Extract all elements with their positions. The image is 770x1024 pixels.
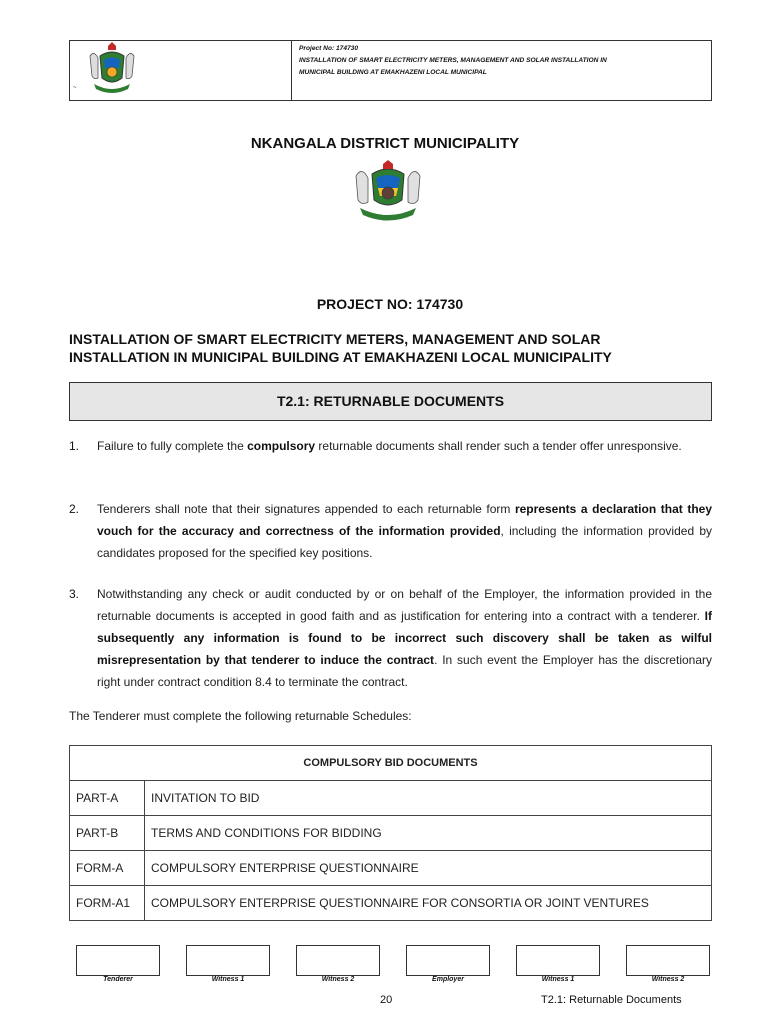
item-text xyxy=(97,498,712,564)
table-cell-title: INVITATION TO BID xyxy=(145,781,712,816)
item-text-bold: compulsory xyxy=(247,439,316,453)
signature-box-employer-witness-1[interactable] xyxy=(516,945,600,976)
signature-label: Witness 1 xyxy=(211,976,245,983)
table-row xyxy=(70,851,712,886)
header-description-line2: MUNICIPAL BUILDING AT EMAKHAZENI LOCAL MUNICIPAL xyxy=(299,69,487,76)
municipal-crest-large-icon xyxy=(346,160,430,226)
signature-label: Witness 2 xyxy=(321,976,355,983)
item-number: 1. xyxy=(69,439,80,453)
header-text xyxy=(299,43,709,79)
signature-box-tenderer[interactable] xyxy=(76,945,160,976)
document-header xyxy=(69,40,712,101)
signature-box-employer-witness-2[interactable] xyxy=(626,945,710,976)
item-text-part: , including the information provided by candidates proposed for the specified key positions. xyxy=(97,524,712,560)
signature-label: Witness 1 xyxy=(541,976,575,983)
signature-box-employer[interactable] xyxy=(406,945,490,976)
table-cell-title: COMPULSORY ENTERPRISE QUESTIONNAIRE xyxy=(145,851,712,886)
item-text-part: Notwithstanding any check or audit conducted by or on behalf of the Employer, the information provided in the returnable documents is accepted in good faith and as justification for entering into a contract with a tenderer. xyxy=(97,587,712,623)
project-subject xyxy=(69,330,714,366)
small-mark: ~ xyxy=(73,85,77,91)
table-row xyxy=(70,816,712,851)
item-text-part: Failure to fully complete the xyxy=(97,439,248,453)
item-number: 3. xyxy=(69,587,80,601)
section-banner: T2.1: RETURNABLE DOCUMENTS xyxy=(69,382,712,421)
header-logo-cell xyxy=(70,41,292,100)
compulsory-documents-table xyxy=(69,745,712,921)
item-text-bold: If subsequently any information is found to be incorrect such discovery shall be taken as wilful misrepresentation by that tenderer to induce the contract xyxy=(97,609,712,667)
list-item xyxy=(69,583,712,693)
table-cell-title: COMPULSORY ENTERPRISE QUESTIONNAIRE FOR CONSORTIA OR JOINT VENTURES xyxy=(145,886,712,921)
signature-label: Employer xyxy=(432,976,464,983)
item-text-part: . In such event the Employer has the discretionary right under contract condition 8.4 to terminate the contract. xyxy=(97,653,713,689)
signature-label: Tenderer xyxy=(103,976,133,983)
table-row xyxy=(70,886,712,921)
header-description-line1: INSTALLATION OF SMART ELECTRICITY METERS, MANAGEMENT AND SOLAR INSTALLATION IN xyxy=(299,57,607,64)
list-item xyxy=(69,498,712,564)
footer-reference: T2.1: Returnable Documents xyxy=(541,994,682,1006)
table-row xyxy=(70,781,712,816)
list-item xyxy=(69,435,712,457)
item-number: 2. xyxy=(69,502,80,516)
signature-box-witness-1[interactable] xyxy=(186,945,270,976)
table-cell-code: FORM-A1 xyxy=(70,886,145,921)
table-cell-title: TERMS AND CONDITIONS FOR BIDDING xyxy=(145,816,712,851)
item-text-part: returnable documents shall render such a tender offer unresponsive. xyxy=(315,439,682,453)
project-number: PROJECT NO: 174730 xyxy=(316,296,464,312)
table-cell-code: PART-B xyxy=(70,816,145,851)
subject-line1: INSTALLATION OF SMART ELECTRICITY METERS, MANAGEMENT AND SOLAR xyxy=(69,331,601,347)
page-number: 20 xyxy=(380,994,393,1006)
page-title: NKANGALA DISTRICT MUNICIPALITY xyxy=(250,135,520,152)
header-project-line: Project No: 174730 xyxy=(299,45,359,52)
item-text xyxy=(97,435,712,457)
municipal-crest-icon xyxy=(82,42,142,98)
subject-line2: INSTALLATION IN MUNICIPAL BUILDING AT EMAKHAZENI LOCAL MUNICIPALITY xyxy=(69,349,612,365)
table-cell-code: FORM-A xyxy=(70,851,145,886)
schedules-intro: The Tenderer must complete the following returnable Schedules: xyxy=(69,709,412,723)
signature-label: Witness 2 xyxy=(651,976,685,983)
signature-box-witness-2[interactable] xyxy=(296,945,380,976)
item-text-bold: represents a declaration that they vouch for the accuracy and correctness of the information provided xyxy=(97,502,712,538)
item-text xyxy=(97,583,712,693)
table-header-row xyxy=(70,746,712,781)
table-heading: COMPULSORY BID DOCUMENTS xyxy=(70,746,712,781)
item-text-part: Tenderers shall note that their signatures appended to each returnable form xyxy=(97,502,515,516)
table-cell-code: PART-A xyxy=(70,781,145,816)
